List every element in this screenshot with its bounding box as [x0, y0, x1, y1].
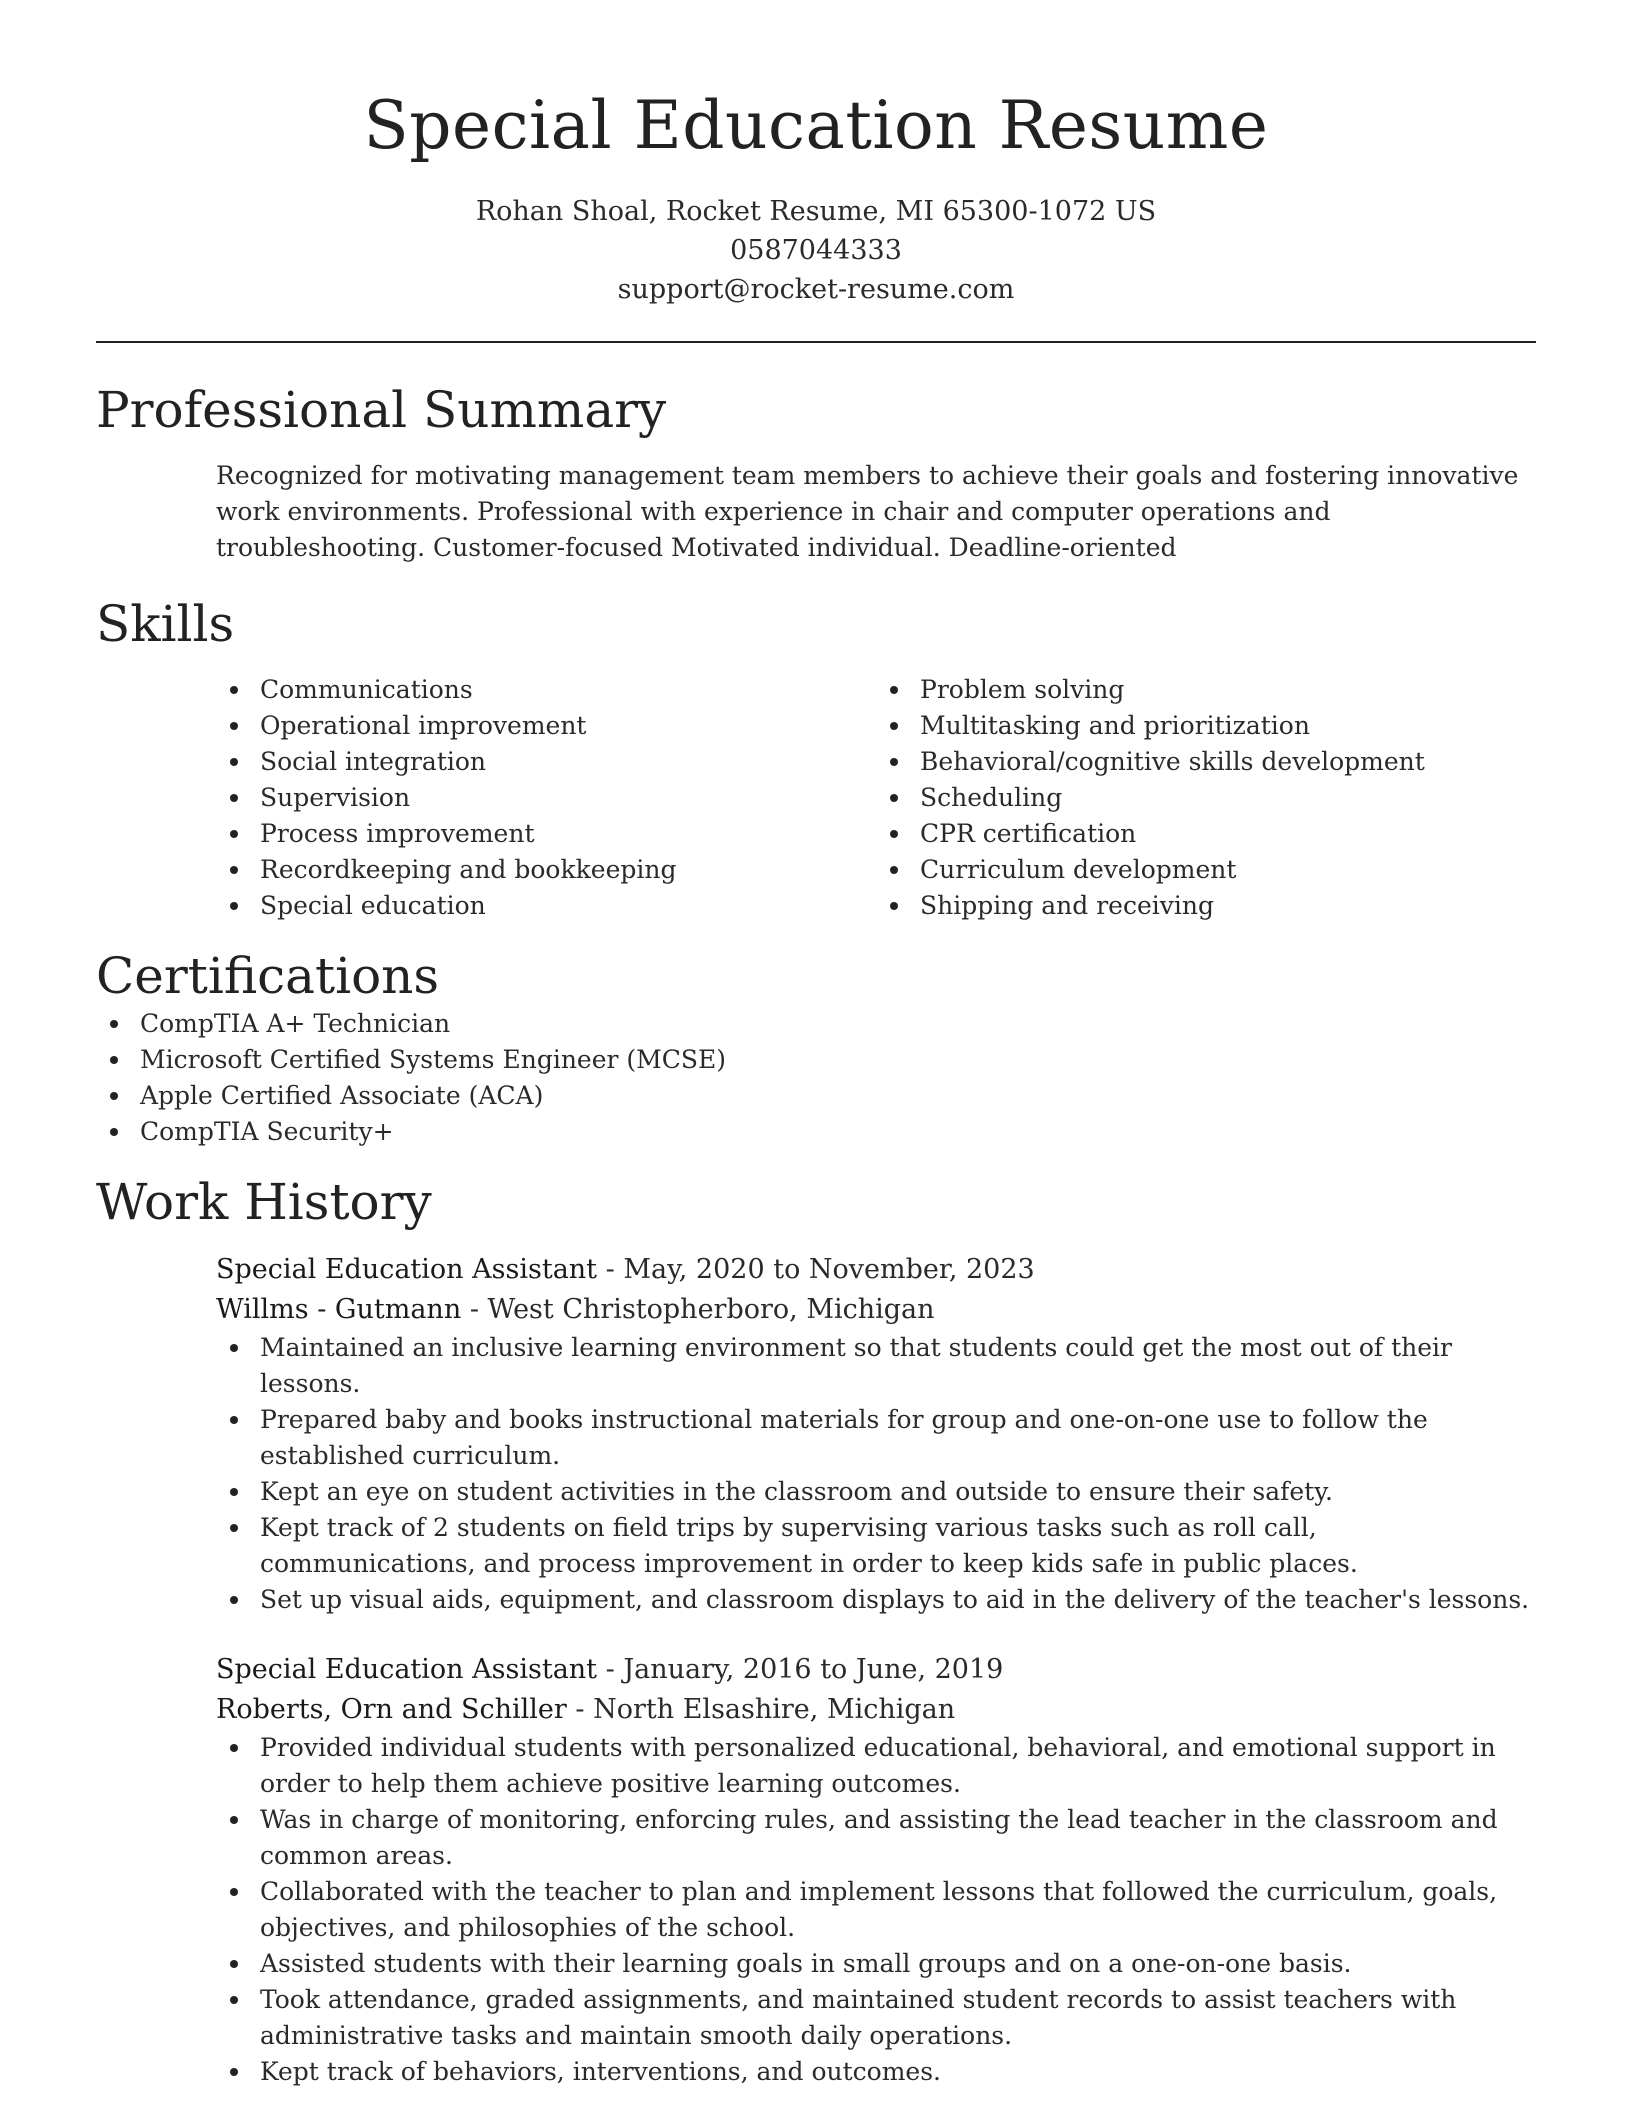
job-duty-item: Kept track of behaviors, interventions, and outcomes. — [260, 2054, 1536, 2090]
job-dates: May, 2020 to November, 2023 — [623, 1254, 1035, 1285]
certifications-heading: Certifications — [96, 947, 440, 1005]
job-duties-list — [216, 1330, 1536, 1618]
work-history-section — [96, 1172, 1536, 2090]
certification-item: Apple Certified Associate (ACA) — [140, 1078, 1536, 1114]
job-company: Willms - Gutmann — [216, 1294, 462, 1325]
job-duties-list — [216, 1730, 1536, 2090]
certification-item: CompTIA Security+ — [140, 1114, 1536, 1150]
skill-item: Supervision — [260, 780, 876, 816]
job-entry — [216, 1250, 1536, 1618]
skill-item: CPR certification — [920, 816, 1536, 852]
summary-text: Recognized for motivating management team members to achieve their goals and fostering innovative work environments. Professional with experience in chair and computer operations and troubleshooting. Customer-focused Motivated individual. Deadline-oriented — [216, 461, 1519, 562]
summary-heading: Professional Summary — [96, 381, 667, 439]
job-duty-item: Was in charge of monitoring, enforcing rules, and assisting the lead teacher in the classroom and common areas. — [260, 1802, 1536, 1874]
skill-item: Special education — [260, 888, 876, 924]
job-employer-line — [216, 1290, 1536, 1330]
job-company: Roberts, Orn and Schiller — [216, 1694, 567, 1725]
job-location: North Elsashire, Michigan — [593, 1694, 956, 1725]
certification-item: CompTIA A+ Technician — [140, 1006, 1536, 1042]
skill-item: Behavioral/cognitive skills development — [920, 744, 1536, 780]
skill-item: Social integration — [260, 744, 876, 780]
certifications-section — [96, 946, 1536, 1150]
skills-section — [96, 594, 1536, 924]
contact-block — [0, 192, 1632, 309]
job-entry — [216, 1650, 1536, 2090]
work-history-heading: Work History — [96, 1173, 432, 1231]
skills-column-right — [876, 672, 1536, 924]
job-location: West Christopherboro, Michigan — [487, 1294, 935, 1325]
skills-heading: Skills — [96, 595, 235, 653]
job-title-line — [216, 1650, 1536, 1690]
job-duty-item: Maintained an inclusive learning environment so that students could get the most out of their lessons. — [260, 1330, 1536, 1402]
contact-email: support@rocket-resume.com — [617, 274, 1015, 305]
resume-body — [96, 380, 1536, 2090]
job-duty-item: Assisted students with their learning goals in small groups and on a one-on-one basis. — [260, 1946, 1536, 1982]
job-duty-item: Provided individual students with personalized educational, behavioral, and emotional support in order to help them achieve positive learning outcomes. — [260, 1730, 1536, 1802]
contact-phone: 0587044333 — [730, 235, 902, 266]
job-duty-item: Kept an eye on student activities in the classroom and outside to ensure their safety. — [260, 1474, 1536, 1510]
job-separator: - — [469, 1294, 488, 1325]
skill-item: Operational improvement — [260, 708, 876, 744]
skill-item: Curriculum development — [920, 852, 1536, 888]
job-separator: - — [605, 1254, 624, 1285]
skill-item: Shipping and receiving — [920, 888, 1536, 924]
job-duty-item: Kept track of 2 students on field trips by supervising various tasks such as roll call, communications, and process improvement in order to keep kids safe in public places. — [260, 1510, 1536, 1582]
job-employer-line — [216, 1690, 1536, 1730]
skill-item: Recordkeeping and bookkeeping — [260, 852, 876, 888]
resume-header — [0, 0, 1632, 309]
job-title: Special Education Assistant — [216, 1254, 598, 1285]
job-duty-item: Collaborated with the teacher to plan and implement lessons that followed the curriculum, goals, objectives, and philosophies of the school. — [260, 1874, 1536, 1946]
header-divider — [96, 341, 1536, 343]
job-separator: - — [605, 1654, 624, 1685]
job-separator: - — [575, 1694, 594, 1725]
skills-column-left — [216, 672, 876, 924]
certification-item: Microsoft Certified Systems Engineer (MCSE) — [140, 1042, 1536, 1078]
skill-item: Communications — [260, 672, 876, 708]
skill-item: Problem solving — [920, 672, 1536, 708]
skills-grid — [216, 672, 1536, 924]
job-title-line — [216, 1250, 1536, 1290]
job-duty-item: Set up visual aids, equipment, and classroom displays to aid in the delivery of the teacher's lessons. — [260, 1582, 1536, 1618]
job-title: Special Education Assistant — [216, 1654, 598, 1685]
resume-title: Special Education Resume — [363, 87, 1269, 164]
certifications-list — [96, 1006, 1536, 1150]
skill-item: Scheduling — [920, 780, 1536, 816]
skill-item: Multitasking and prioritization — [920, 708, 1536, 744]
contact-address: Rohan Shoal, Rocket Resume, MI 65300-1072 US — [475, 196, 1157, 227]
skill-item: Process improvement — [260, 816, 876, 852]
job-duty-item: Took attendance, graded assignments, and maintained student records to assist teachers with administrative tasks and maintain smooth daily operations. — [260, 1982, 1536, 2054]
job-dates: January, 2016 to June, 2019 — [623, 1654, 1004, 1685]
summary-section — [96, 380, 1536, 566]
job-duty-item: Prepared baby and books instructional materials for group and one-on-one use to follow the established curriculum. — [260, 1402, 1536, 1474]
